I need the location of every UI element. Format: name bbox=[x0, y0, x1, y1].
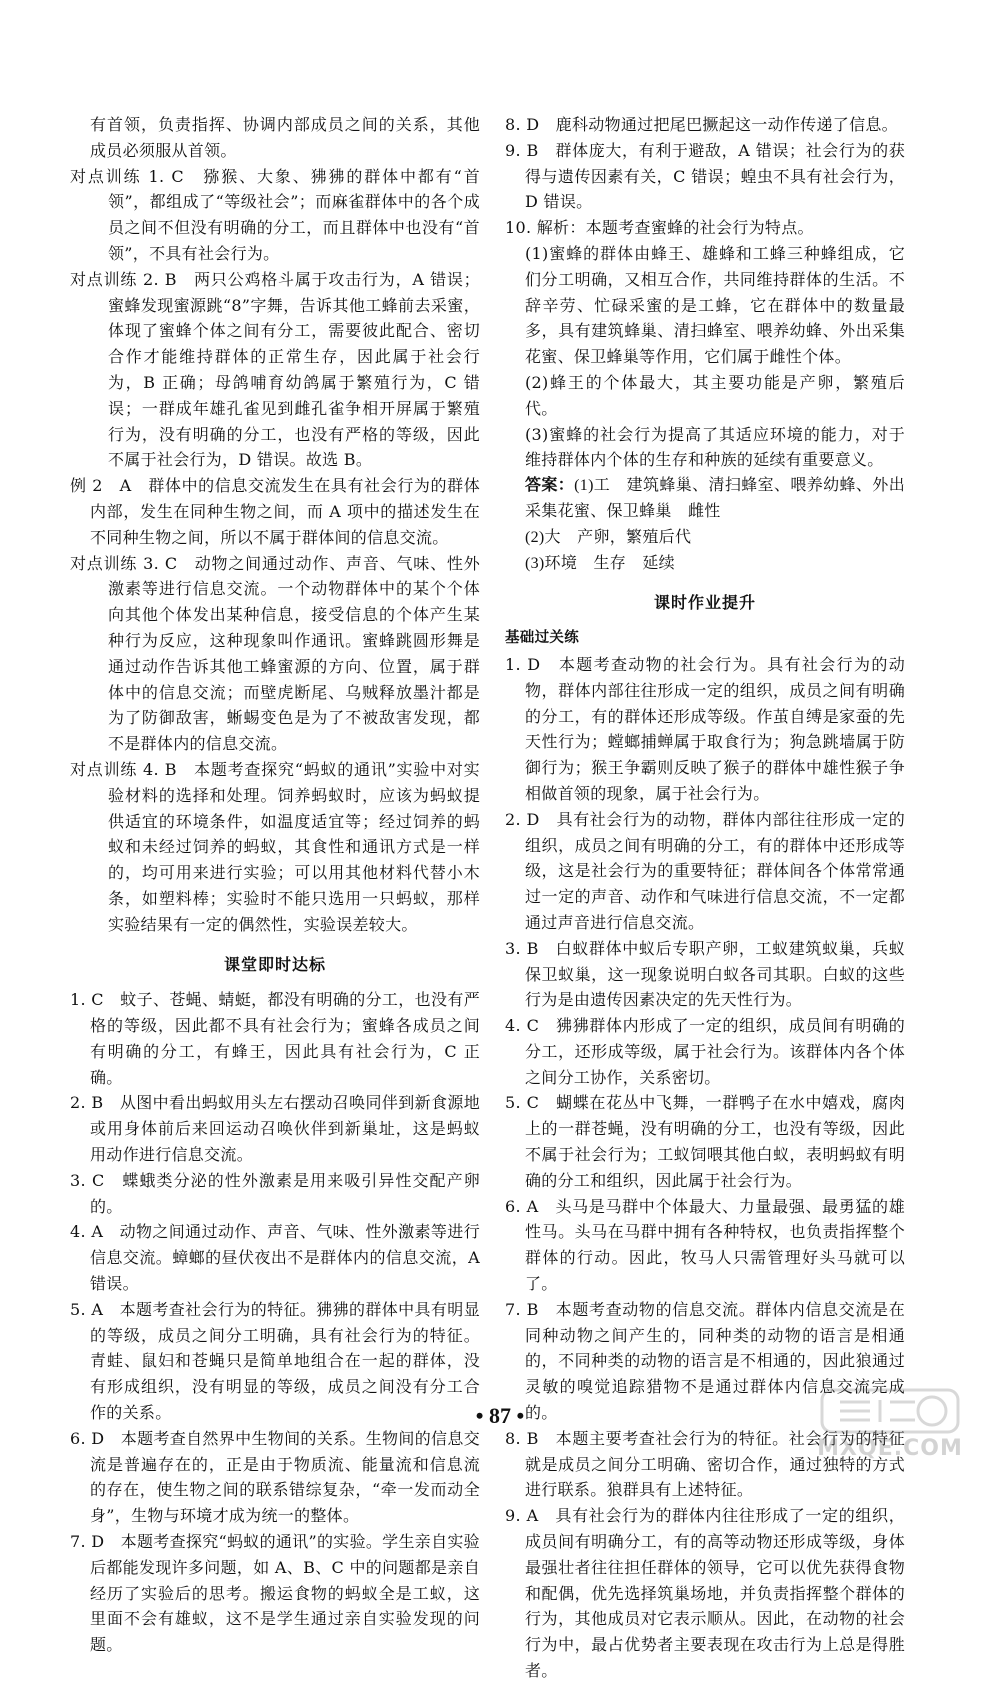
watermark-logo bbox=[790, 1386, 990, 1462]
list-item: 5. C 蝴蝶在花丛中飞舞，一群鸭子在水中嬉戏，腐肉上的一群苍蝇，没有明确的分工，也没有等级，因此不属于社会行为；工蚁饲喂其他白蚁，表明蚂蚁有明确的分工和组织，因此属于社会行为。 bbox=[505, 1093, 905, 1190]
answer-text: (1)工 建筑蜂巢、清扫蜂室、喂养幼蜂、外出采集花蜜、保卫蜂巢 雌性 bbox=[525, 477, 905, 520]
list-item: 5. A 本题考查社会行为的特征。狒狒的群体中具有明显的等级，成员之间分工明确，具有社会行为的特征。青蛙、鼠妇和苍蝇只是简单地组合在一起的群体，没有形成组织，没有明显的等级，成员之间没有分工合作的关系。 bbox=[70, 1299, 480, 1423]
answer-line: (2)大 产卵，繁殖后代 bbox=[525, 528, 692, 546]
list-item: 4. A 动物之间通过动作、声音、气味、性外激素等进行信息交流。蟑螂的昼伏夜出不是群体内的信息交流，A 错误。 bbox=[70, 1222, 480, 1294]
answer-paragraph: 对点训练 4. B 本题考查探究“蚂蚁的通讯”实验中对实验材料的选择和处理。饲养蚂蚁时，应该为蚂蚁提供适宜的环境条件，如温度适宜等；经过饲养的蚂蚁和未经过饲养的蚂蚁，其食性和通讯方式是一样的，均可用来进行实验；可以用其他材料代替小木条，如塑料棒；实验时不能只选用一只蚂蚁，那样实验结果有一定的偶然性，实验误差较大。 bbox=[70, 759, 480, 934]
list-item: 1. C 蚊子、苍蝇、蜻蜓，都没有明确的分工，也没有严格的等级，因此都不具有社会行为；蜜蜂各成员之间有明确的分工，有蜂王，因此具有社会行为，C 正确。 bbox=[70, 990, 480, 1087]
watermark-text: MXQE.COM bbox=[817, 1436, 963, 1461]
list-item: 9. A 具有社会行为的群体内往往形成了一定的组织，成员间有明确分工，有的高等动物还形成等级，身体最强壮者往往担任群体的领导，它可以优先获得食物和配偶，优先选择筑巢场地，并负责指挥整个群体的行为，其他成员对它表示顺从。因此，在动物的社会行为中，最占优势者主要表现在攻击行为上总是得胜者。 bbox=[505, 1506, 905, 1681]
watermark-badge-icon bbox=[820, 1386, 960, 1436]
answer-line: (3)环境 生存 延续 bbox=[525, 554, 675, 572]
list-item: 7. D 本题考查探究“蚂蚁的通讯”的实验。学生亲自实验后都能发现许多问题，如 A、B、C 中的问题都是亲自经历了实验后的思考。搬运食物的蚂蚁全是工蚁，这里面不会有雄蚁，这不是学生通过亲自实验发现的问题。 bbox=[70, 1532, 480, 1655]
answer-paragraph: 对点训练 3. C 动物之间通过动作、声音、气味、性外激素等进行信息交流。一个动物群体中的某个个体向其他个体发出某种信息，接受信息的个体产生某种行为反应，这种现象叫作通讯。蜜蜂跳圆形舞是通过动作告诉其他工蜂蜜源的方向、位置，属于群体中的信息交流；而壁虎断尾、乌贼释放墨汁都是为了防御敌害，蜥蜴变色是为了不被敌害发现，都不是群体内的信息交流。 bbox=[70, 553, 480, 754]
analysis-part: (3)蜜蜂的社会行为提高了其适应环境的能力，对于维持群体内个体的生存和种族的延续有重要意义。 bbox=[525, 424, 905, 470]
list-item: 2. B 从图中看出蚂蚁用头左右摆动召唤同伴到新食源地或用身体前后来回运动召唤伙伴到新巢址，这是蚂蚁用动作进行信息交流。 bbox=[70, 1093, 480, 1165]
subsection-title: 基础过关练 bbox=[505, 630, 579, 647]
list-item: 6. A 头马是马群中个体最大、力量最强、最勇猛的雄性马。头马在马群中拥有各种特权，也负责指挥整个群体的行动。因此，牧马人只需管理好头马就可以了。 bbox=[505, 1196, 905, 1294]
list-item: 4. C 狒狒群体内形成了一定的组织，成员间有明确的分工，还形成等级，属于社会行为。该群体内各个体之间分工协作，关系密切。 bbox=[505, 1016, 905, 1087]
section-title: 课时作业提升 bbox=[653, 593, 756, 613]
list-item: 3. C 蝶蛾类分泌的性外激素是用来吸引异性交配产卵的。 bbox=[70, 1170, 480, 1216]
answer-paragraph: 例 2 A 群体中的信息交流发生在具有社会行为的群体内部，发生在同种生物之间，而 A 项中的描述发生在不同种生物之间，所以不属于群体间的信息交流。 bbox=[70, 476, 480, 547]
answer-block bbox=[505, 473, 905, 525]
list-item: 8. B 本题主要考查社会行为的特征。社会行为的特征就是成员之间分工明确、密切合作，通过独特的方式进行联系。狼群具有上述特征。 bbox=[505, 1428, 905, 1500]
list-item: 9. B 群体庞大，有利于避敌，A 错误；社会行为的获得与遗传因素有关，C 错误；蝗虫不具有社会行为，D 错误。 bbox=[505, 140, 905, 212]
section-title: 课堂即时达标 bbox=[223, 954, 326, 974]
page-number: • 87 • bbox=[475, 1403, 525, 1428]
list-item: 8. D 鹿科动物通过把尾巴撅起这一动作传递了信息。 bbox=[505, 115, 898, 134]
analysis-part: (1)蜜蜂的群体由蜂王、雄蜂和工蜂三种蜂组成，它们分工明确，又相互合作，共同维持群体的生活。不辞辛劳、忙碌采蜜的是工蜂，它在群体中的数量最多，具有建筑蜂巢、清扫蜂室、喂养幼蜂、外出采集花蜜、保卫蜂巢等作用，它们属于雌性个体。 bbox=[525, 243, 905, 367]
answer-paragraph: 对点训练 2. B 两只公鸡格斗属于攻击行为，A 错误；蜜蜂发现蜜源跳“8”字舞，告诉其他工蜂前去采蜜，体现了蜜蜂个体之间有分工，需要彼此配合、密切合作才能维持群体的正常生存，因此属于社会行为，B 正确；母鸽哺育幼鸽属于繁殖行为，C 错误；一群成年雄孔雀见到雌孔雀争相开屏属于繁殖行为，没有明确的分工，也没有严格的等级，因此不属于社会行为，D 错误。故选 B。 bbox=[70, 269, 480, 470]
list-item: 1. D 本题考查动物的社会行为。具有社会行为的动物，群体内部往往形成一定的组织，成员之间有明确的分工，有的群体还形成等级。作茧自缚是家蚕的先天性行为；螳螂捕蝉属于取食行为；狗急跳墙属于防御行为；猴王争霸则反映了猴子的群体中雄性猴子争相做首领的现象，属于社会行为。 bbox=[505, 654, 905, 803]
analysis-part: (2)蜂王的个体最大，其主要功能是产卵，繁殖后代。 bbox=[525, 372, 905, 418]
answer-paragraph: 对点训练 1. C 猕猴、大象、狒狒的群体中都有“首领”，都组成了“等级社会”；而麻雀群体中的各个成员之间不但没有明确的分工，而且群体中也没有“首领”，不具有社会行为。 bbox=[70, 166, 480, 263]
answer-label: 答案： bbox=[525, 477, 575, 495]
question-10-head: 10. 解析：本题考查蜜蜂的社会行为特点。 bbox=[505, 218, 814, 238]
list-item: 2. D 具有社会行为的动物，群体内部往往形成一定的组织，成员之间有明确的分工，有的群体中还形成等级，这是社会行为的重要特征；群体间各个体常常通过一定的声音、动作和气味进行信息交流，不一定都通过声音进行信息交流。 bbox=[505, 809, 905, 932]
list-item: 3. B 白蚁群体中蚁后专职产卵，工蚁建筑蚁巢，兵蚁保卫蚁巢，这一现象说明白蚁各司其职。白蚁的这些行为是由遗传因素决定的先天性行为。 bbox=[505, 938, 905, 1010]
list-item: 6. D 本题考查自然界中生物间的关系。生物间的信息交流是普遍存在的，正是由于物质流、能量流和信息流的存在，使生物之间的联系错综复杂，“牵一发而动全身”，生物与环境才成为统一的整体。 bbox=[70, 1428, 480, 1526]
list-item: 7. B 本题考查动物的信息交流。群体内信息交流是在同种动物之间产生的，同种类的动物的语言是相通的，不同种类的动物的语言是不相通的，因此狼通过灵敏的嗅觉追踪猎物不是通过群体内信息交流完成的。 bbox=[505, 1299, 905, 1423]
paragraph: 有首领，负责指挥、协调内部成员之间的关系，其他成员必须服从首领。 bbox=[90, 115, 480, 160]
